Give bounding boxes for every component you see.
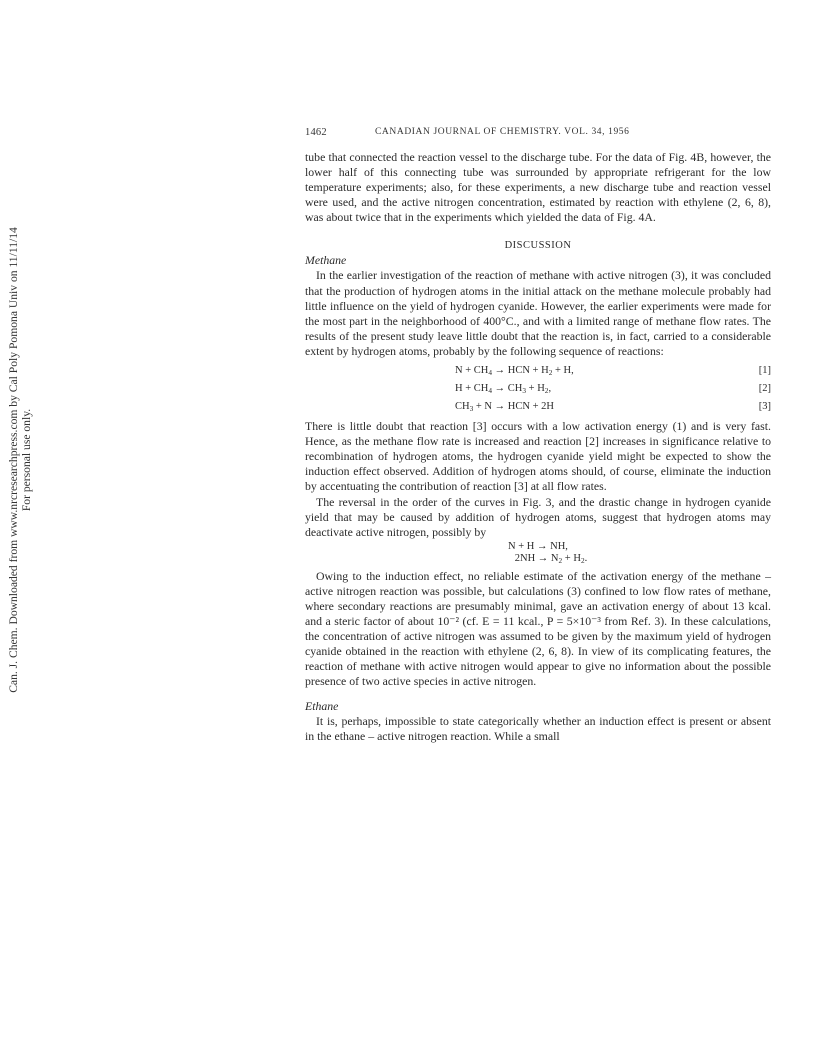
- paragraph-methane-1: In the earlier investigation of the reaction of methane with active nitrogen (3), it was concluded that the production of hydrogen atoms in the initial attack on the methane molecule probably had little influence on the yield of hydrogen cyanide. However, the earlier experiments were made for the most part in the neighborhood of 400°C., and with a limited range of methane flow rates. The results of the present study leave little doubt that the reaction is, in fact, carried to a considerable extent by hydrogen atoms, probably by the following sequence of reactions:: [305, 268, 771, 358]
- ethane-heading: Ethane: [305, 698, 339, 713]
- article-body: [305, 150, 771, 744]
- paragraph-methane-3: The reversal in the order of the curves in Fig. 3, and the drastic change in hydrogen cyanide yield that may be caused by addition of hydrogen atoms, suggest that hydrogen atoms may deactivate active nitrogen, possibly by: [305, 494, 771, 539]
- equation-1: $N + CH_4$ → HCN + $H_2 + H$,: [455, 365, 574, 378]
- equation-row: [305, 361, 771, 379]
- methane-heading: Methane: [305, 253, 347, 268]
- running-header: [305, 127, 771, 141]
- equation-row: [305, 397, 771, 415]
- paragraph-ethane-1: It is, perhaps, impossible to state categorically whether an induction effect is present or absent in the ethane – active nitrogen reaction. While a small: [305, 713, 771, 743]
- download-notice: [0, 227, 40, 693]
- discussion-heading: DISCUSSION: [504, 240, 572, 252]
- deactivation-equation-2: $2NH \to N_2 + H_2$.: [514, 552, 588, 565]
- equation-number: [3]: [758, 401, 771, 413]
- equation-2: $H + CH_4 \to CH_3 + H_2$,: [455, 383, 552, 396]
- page-number: 1462: [305, 127, 327, 138]
- equation-3: $CH_3 + N$ → HCN + 2H: [455, 401, 554, 414]
- equation-number: [2]: [758, 383, 771, 395]
- journal-title: CANADIAN JOURNAL OF CHEMISTRY. VOL. 34, 1956: [375, 127, 630, 137]
- download-notice-line-1: Can. J. Chem. Downloaded from www.nrcresearchpress.com by Cal Poly Pomona Univ on 11/11/14: [7, 227, 20, 693]
- deactivation-equation-1: N + H → NH,: [508, 540, 568, 552]
- equation-number: [1]: [758, 365, 771, 377]
- download-notice-text: [7, 227, 33, 693]
- paragraph-methane-2: There is little doubt that reaction [3] occurs with a low activation energy (1) and is very fast. Hence, as the methane flow rate is increased and reaction [2] increases in significance relative to recombination of hydrogen atoms, the hydrogen cyanide yield might be expected to show the induction effect observed. Addition of hydrogen atoms should, of course, eliminate the induction by accentuating the contribution of reaction [3] at all flow rates.: [305, 419, 771, 494]
- paragraph-intro: tube that connected the reaction vessel to the discharge tube. For the data of Fig. 4B, however, the lower half of this connecting tube was surrounded by appropriate refrigerant for the low temperature experiments; also, for these experiments, a new discharge tube and reaction vessel were used, and the active nitrogen concentration, estimated by reaction with ethylene (2, 6, 8), was about twice that in the experiments which yielded the data of Fig. 4A.: [305, 150, 771, 225]
- deactivation-equations: [305, 541, 771, 565]
- paragraph-methane-4: Owing to the induction effect, no reliable estimate of the activation energy of the methane – active nitrogen reaction was possible, but calculations (3) confined to low flow rates of methane, where secondary reactions are presumably minimal, gave an activation energy of about 13 kcal. and a steric factor of about 10⁻² (cf. E = 11 kcal., P = 5×10⁻³ from Ref. 3). In these calculations, the concentration of active nitrogen was assumed to be given by the maximum yield of hydrogen cyanide obtained in the reaction with ethylene (2, 6, 8). In view of its complicating features, the reaction of methane with active nitrogen would appear to give no information about the possible presence of two active species in active nitrogen.: [305, 568, 771, 689]
- reaction-equations: [305, 361, 771, 415]
- download-notice-line-2: For personal use only.: [20, 408, 33, 512]
- equation-row: [305, 379, 771, 397]
